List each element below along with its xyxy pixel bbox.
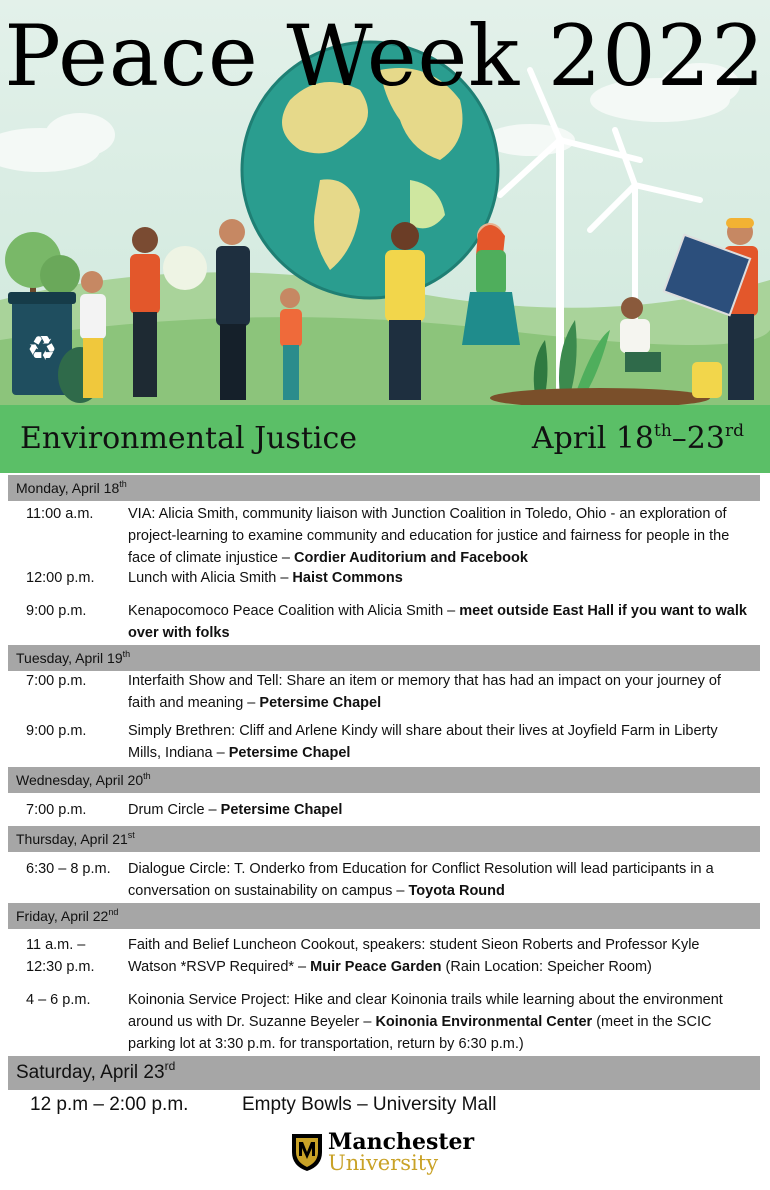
event-location: Petersime Chapel	[220, 802, 343, 818]
hero-illustration	[0, 0, 770, 405]
event-location: Koinonia Environmental Center	[375, 1014, 593, 1030]
event-sep: –	[204, 802, 221, 818]
day-label: Friday, April 22	[16, 908, 109, 924]
date-start: April 18	[531, 421, 655, 456]
event-time: 12 p.m – 2:00 p.m.	[30, 1094, 189, 1115]
day-label: Saturday, April 23	[16, 1062, 165, 1083]
day-suffix: th	[122, 649, 131, 659]
event-description	[128, 670, 752, 714]
theme-title: Environmental Justice	[20, 421, 358, 456]
event-description	[128, 720, 752, 764]
day-suffix: th	[119, 479, 127, 489]
day-header-friday	[8, 903, 760, 929]
date-end-suffix: rd	[724, 421, 744, 441]
date-end: –23	[671, 421, 725, 456]
event-description: Empty Bowls – University Mall	[242, 1094, 497, 1115]
event-description	[128, 600, 752, 644]
event-description	[128, 503, 752, 569]
event-time: 7:00 p.m.	[26, 673, 87, 689]
event-location: Toyota Round	[408, 883, 505, 899]
day-header-monday	[8, 475, 760, 501]
day-header-thursday	[8, 826, 760, 852]
event-sep: –	[212, 745, 229, 761]
event-text: Dialogue Circle: T. Onderko from Education for Conflict Resolution will lead participants in a conversation on sustainability on campus	[128, 861, 714, 899]
event-location: Cordier Auditorium and Facebook	[294, 550, 528, 566]
date-range	[532, 419, 744, 459]
event-description	[128, 934, 752, 978]
event-sep: –	[363, 1014, 376, 1030]
event-text: Kenapocomoco Peace Coalition with Alicia Smith	[128, 603, 444, 619]
event-text: Simply Brethren: Cliff and Arlene Kindy will share about their lives at Joyfield Farm in Liberty Mills, Indiana	[128, 723, 718, 761]
day-label: Wednesday, April 20	[16, 772, 144, 788]
event-text: VIA: Alicia Smith, community liaison with Junction Coalition in Toledo, Ohio - an exploration of project-learning to examine community and education for justice and fairness for people in the face of climate injustice	[128, 506, 730, 566]
day-label: Tuesday, April 19	[16, 650, 123, 666]
university-logo	[290, 1130, 490, 1178]
event-text: Interfaith Show and Tell: Share an item or memory that has had an impact on your journey of faith and meaning	[128, 673, 721, 711]
day-header-saturday	[8, 1056, 760, 1090]
event-time: 9:00 p.m.	[26, 723, 87, 739]
event-location: Muir Peace Garden	[310, 959, 442, 975]
event-text: Lunch with Alicia Smith	[128, 570, 277, 586]
event-description	[128, 567, 752, 589]
svg-text:♻: ♻	[26, 329, 58, 369]
event-text: Faith and Belief Luncheon Cookout, speakers: student Sieon Roberts and Professor Kyle Watson *RSVP Required*	[128, 937, 700, 975]
event-description	[128, 989, 752, 1055]
event-sep: –	[277, 550, 295, 566]
event-time: 4 – 6 p.m.	[26, 992, 91, 1008]
event-time	[26, 934, 95, 978]
event-text: Koinonia Service Project: Hike and clear Koinonia trails while learning about the environment around us with Dr. Suzanne Beyeler	[128, 992, 723, 1030]
event-sep: –	[243, 695, 260, 711]
event-time-end: 12:30 p.m.	[26, 959, 95, 975]
event-time: 11:00 a.m.	[26, 506, 94, 522]
event-description	[128, 799, 752, 821]
event-sep: –	[443, 603, 460, 619]
theme-banner	[0, 405, 770, 473]
day-header-wednesday	[8, 767, 760, 793]
logo-name: Manchester	[328, 1129, 475, 1155]
event-location: Petersime Chapel	[228, 745, 351, 761]
day-label: Thursday, April 21	[16, 831, 128, 847]
page-title: Peace Week 2022	[4, 7, 766, 105]
event-description	[128, 858, 752, 902]
event-time-start: 11 a.m. –	[26, 937, 86, 953]
event-sep: –	[392, 883, 409, 899]
date-start-suffix: th	[654, 421, 672, 441]
day-suffix: nd	[108, 907, 119, 917]
day-suffix: th	[143, 771, 151, 781]
event-time: 9:00 p.m.	[26, 603, 87, 619]
event-note: (meet in the SCIC parking lot at 3:30 p.m. for transportation, return by 6:30 p.m.)	[128, 1014, 712, 1052]
event-location: meet outside East Hall if you want to walk over with folks	[128, 603, 747, 641]
day-suffix: rd	[164, 1059, 176, 1073]
event-time: 6:30 – 8 p.m.	[26, 861, 111, 877]
day-label: Monday, April 18	[16, 480, 120, 496]
event-location: Haist Commons	[292, 570, 403, 586]
logo-subname: University	[328, 1151, 439, 1175]
shield-icon	[290, 1132, 324, 1172]
event-location: Petersime Chapel	[259, 695, 382, 711]
day-header-tuesday	[8, 645, 760, 671]
event-row	[30, 1092, 496, 1118]
event-sep: –	[294, 959, 311, 975]
event-text: Drum Circle	[128, 802, 205, 818]
event-time: 12:00 p.m.	[26, 570, 95, 586]
day-suffix: st	[127, 830, 135, 840]
event-note: (Rain Location: Speicher Room)	[441, 959, 652, 975]
event-time: 7:00 p.m.	[26, 802, 87, 818]
event-sep: –	[276, 570, 293, 586]
